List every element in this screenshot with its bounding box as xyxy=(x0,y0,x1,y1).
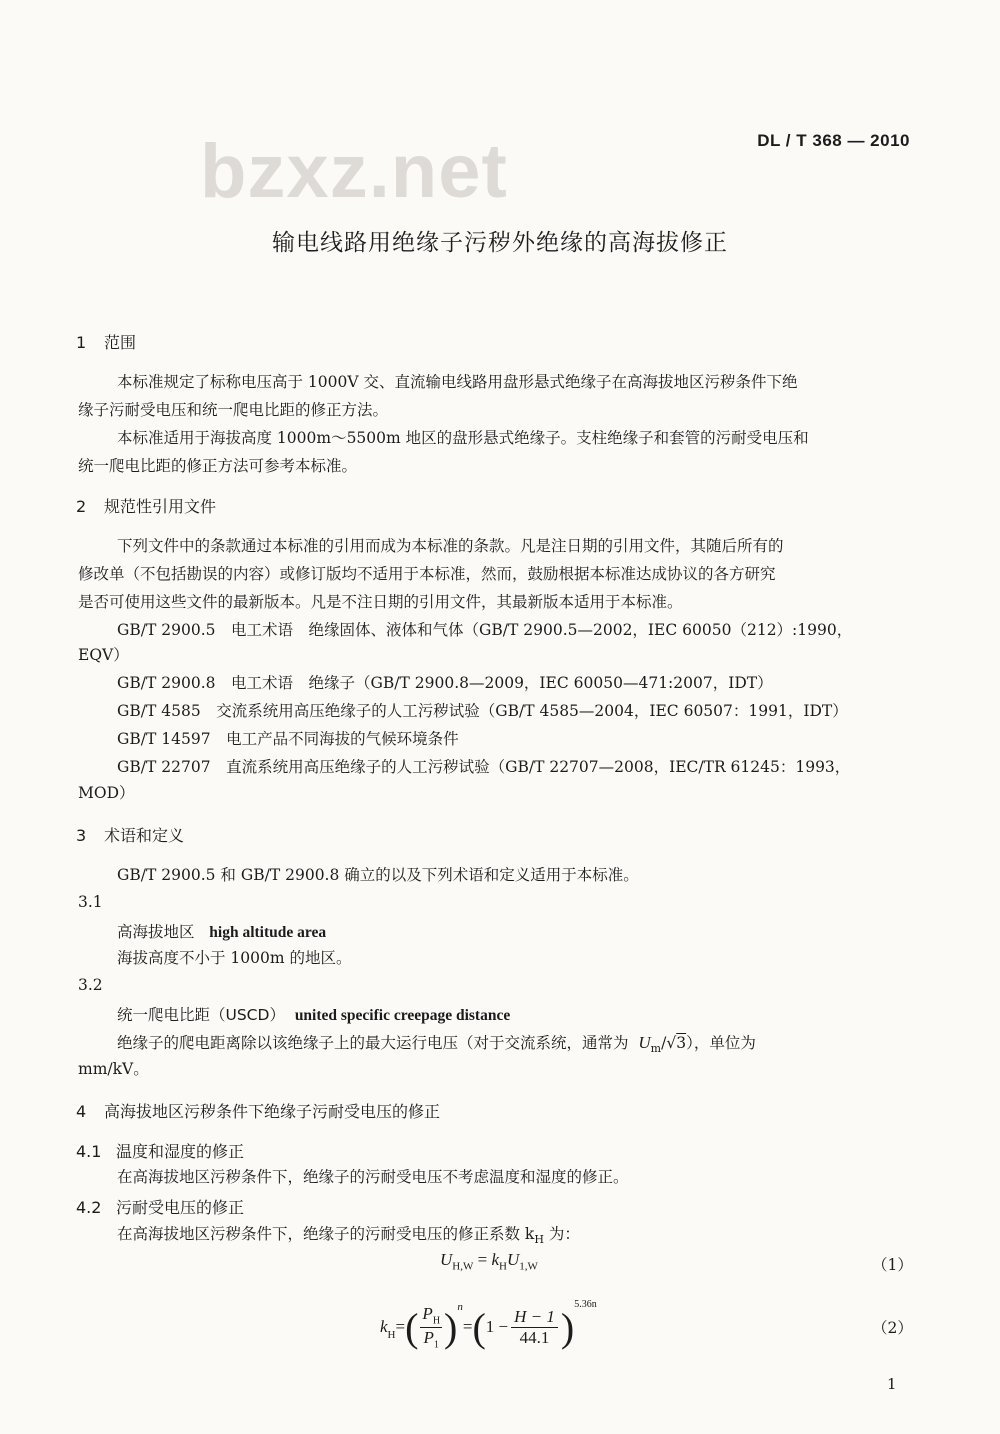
equation-number: （2） xyxy=(872,1319,913,1337)
eq-denominator: 44.1 xyxy=(519,1327,550,1347)
section-number: 4 xyxy=(76,1102,87,1121)
var-u: U xyxy=(638,1033,651,1052)
reference-item: EQV） xyxy=(78,646,129,664)
section-number: 2 xyxy=(76,497,87,516)
slash: / xyxy=(661,1034,667,1052)
term-3-1 xyxy=(117,920,326,942)
eq-sign: = xyxy=(462,1317,473,1336)
eq-sign: = xyxy=(473,1250,492,1269)
paren-left-icon: ( xyxy=(472,1304,486,1350)
eq-exponent: n xyxy=(457,1301,463,1313)
eq-sub: 1 xyxy=(433,1338,439,1350)
eq-var: k xyxy=(491,1250,499,1269)
term-number: 3.1 xyxy=(78,893,103,911)
sqrt-value: 3 xyxy=(676,1034,687,1052)
subsection-number: 4.1 xyxy=(76,1142,102,1161)
eq-exponent: 5.36n xyxy=(574,1299,597,1310)
section-2-heading xyxy=(76,494,216,517)
eq-sub: H xyxy=(387,1329,396,1341)
eq-var: k xyxy=(380,1317,388,1336)
eq-sub: H xyxy=(432,1315,441,1327)
sub: H xyxy=(534,1233,544,1247)
subsection-title: 污耐受电压的修正 xyxy=(116,1198,245,1217)
section-1-heading xyxy=(76,330,136,353)
document-title: 输电线路用绝缘子污秽外绝缘的高海拔修正 xyxy=(272,230,728,256)
equation-number: （1） xyxy=(872,1256,913,1274)
term-en: high altitude area xyxy=(209,924,327,941)
paragraph-line: 在高海拔地区污秽条件下，绝缘子的污耐受电压不考虑温度和湿度的修正。 xyxy=(117,1168,629,1186)
section-number: 3 xyxy=(76,826,87,845)
paragraph-line: 统一爬电比距的修正方法可参考本标准。 xyxy=(78,457,358,475)
paragraph-line: GB/T 2900.5 和 GB/T 2900.8 确立的以及下列术语和定义适用于本标准。 xyxy=(117,866,639,884)
reference-item: MOD） xyxy=(78,784,135,802)
section-title: 高海拔地区污秽条件下绝缘子污耐受电压的修正 xyxy=(104,1102,441,1121)
reference-item: GB/T 4585 交流系统用高压绝缘子的人工污秽试验（GB/T 4585—2004，IEC 60507：1991，IDT） xyxy=(117,702,848,720)
term-number: 3.2 xyxy=(78,976,103,994)
reference-item: GB/T 2900.8 电工术语 绝缘子（GB/T 2900.8—2009，IEC 60050—471:2007，IDT） xyxy=(117,674,773,692)
standard-code: DL / T 368 — 2010 xyxy=(757,131,910,150)
text: 为： xyxy=(543,1225,580,1243)
term-cn: 统一爬电比距（USCD） xyxy=(117,1006,285,1024)
section-title: 规范性引用文件 xyxy=(104,497,217,516)
paragraph-line: 本标准适用于海拔高度 1000m～5500m 地区的盘形悬式绝缘子。支柱绝缘子和套管的污耐受电压和 xyxy=(117,429,809,447)
paragraph-line: 是否可使用这些文件的最新版本。凡是不注日期的引用文件，其最新版本适用于本标准。 xyxy=(78,593,683,611)
paragraph-line: 本标准规定了标称电压高于 1000V 交、直流输电线路用盘形悬式绝缘子在高海拔地区污秽条件下绝 xyxy=(117,373,798,391)
eq-var: P xyxy=(423,1327,434,1347)
def-text: ），单位为 xyxy=(686,1034,756,1052)
reference-item: GB/T 22707 直流系统用高压绝缘子的人工污秽试验（GB/T 22707—2008，IEC/TR 61245：1993， xyxy=(117,758,851,776)
paragraph-line: 下列文件中的条款通过本标准的引用而成为本标准的条款。凡是注日期的引用文件，其随后所有的 xyxy=(117,537,784,555)
subsection-4-1-heading xyxy=(76,1139,244,1162)
term-en: united specific creepage distance xyxy=(294,1007,511,1024)
page-number: 1 xyxy=(887,1375,897,1393)
paragraph-line: 修改单（不包括勘误的内容）或修订版均不适用于本标准，然而，鼓励根据本标准达成协议的各方研究 xyxy=(78,565,776,583)
eq-numerator: H − 1 xyxy=(511,1307,558,1328)
section-number: 1 xyxy=(76,333,87,352)
paragraph-line xyxy=(117,1222,580,1246)
equation-1 xyxy=(440,1250,538,1272)
eq-sub: 1,W xyxy=(519,1260,538,1273)
subsection-title: 温度和湿度的修正 xyxy=(116,1142,245,1161)
paragraph-line: 缘子污耐受电压和统一爬电比距的修正方法。 xyxy=(78,401,389,419)
section-3-heading xyxy=(76,823,184,846)
eq-var: P xyxy=(422,1304,433,1324)
term-definition-line: mm/kV。 xyxy=(78,1060,149,1078)
sqrt-icon: √ xyxy=(666,1034,677,1052)
section-4-heading xyxy=(76,1099,440,1122)
eq-sub: H xyxy=(499,1260,507,1273)
eq-var: U xyxy=(506,1250,520,1269)
fraction-p xyxy=(420,1304,442,1350)
term-3-2 xyxy=(117,1003,510,1025)
paren-right-icon: ) xyxy=(444,1304,458,1350)
reference-item: GB/T 14597 电工产品不同海拔的气候环境条件 xyxy=(117,730,459,748)
section-title: 术语和定义 xyxy=(104,826,185,845)
term-cn: 高海拔地区 xyxy=(117,923,195,941)
section-title: 范围 xyxy=(104,333,137,352)
fraction-h xyxy=(511,1307,558,1348)
paren-right-icon: ) xyxy=(560,1304,575,1350)
def-text: 绝缘子的爬电距离除以该绝缘子上的最大运行电压（对于交流系统，通常为 xyxy=(117,1034,629,1052)
eq-sub: H,W xyxy=(452,1260,474,1273)
subsection-number: 4.2 xyxy=(76,1198,102,1217)
eq-var: U xyxy=(440,1250,453,1269)
watermark: bzxz.net xyxy=(200,129,508,214)
subsection-4-2-heading xyxy=(76,1195,244,1218)
eq-term: 1 − xyxy=(485,1317,509,1336)
var-u-sub: m xyxy=(650,1042,662,1056)
paren-left-icon: ( xyxy=(405,1304,419,1350)
reference-item: GB/T 2900.5 电工术语 绝缘固体、液体和气体（GB/T 2900.5—2002，IEC 60050（212）:1990， xyxy=(117,621,853,639)
term-definition-line xyxy=(117,1031,756,1055)
term-definition: 海拔高度不小于 1000m 的地区。 xyxy=(117,949,352,967)
equation-2 xyxy=(380,1297,597,1357)
eq-sign: = xyxy=(395,1317,406,1336)
text: 在高海拔地区污秽条件下，绝缘子的污耐受电压的修正系数 k xyxy=(117,1225,535,1243)
